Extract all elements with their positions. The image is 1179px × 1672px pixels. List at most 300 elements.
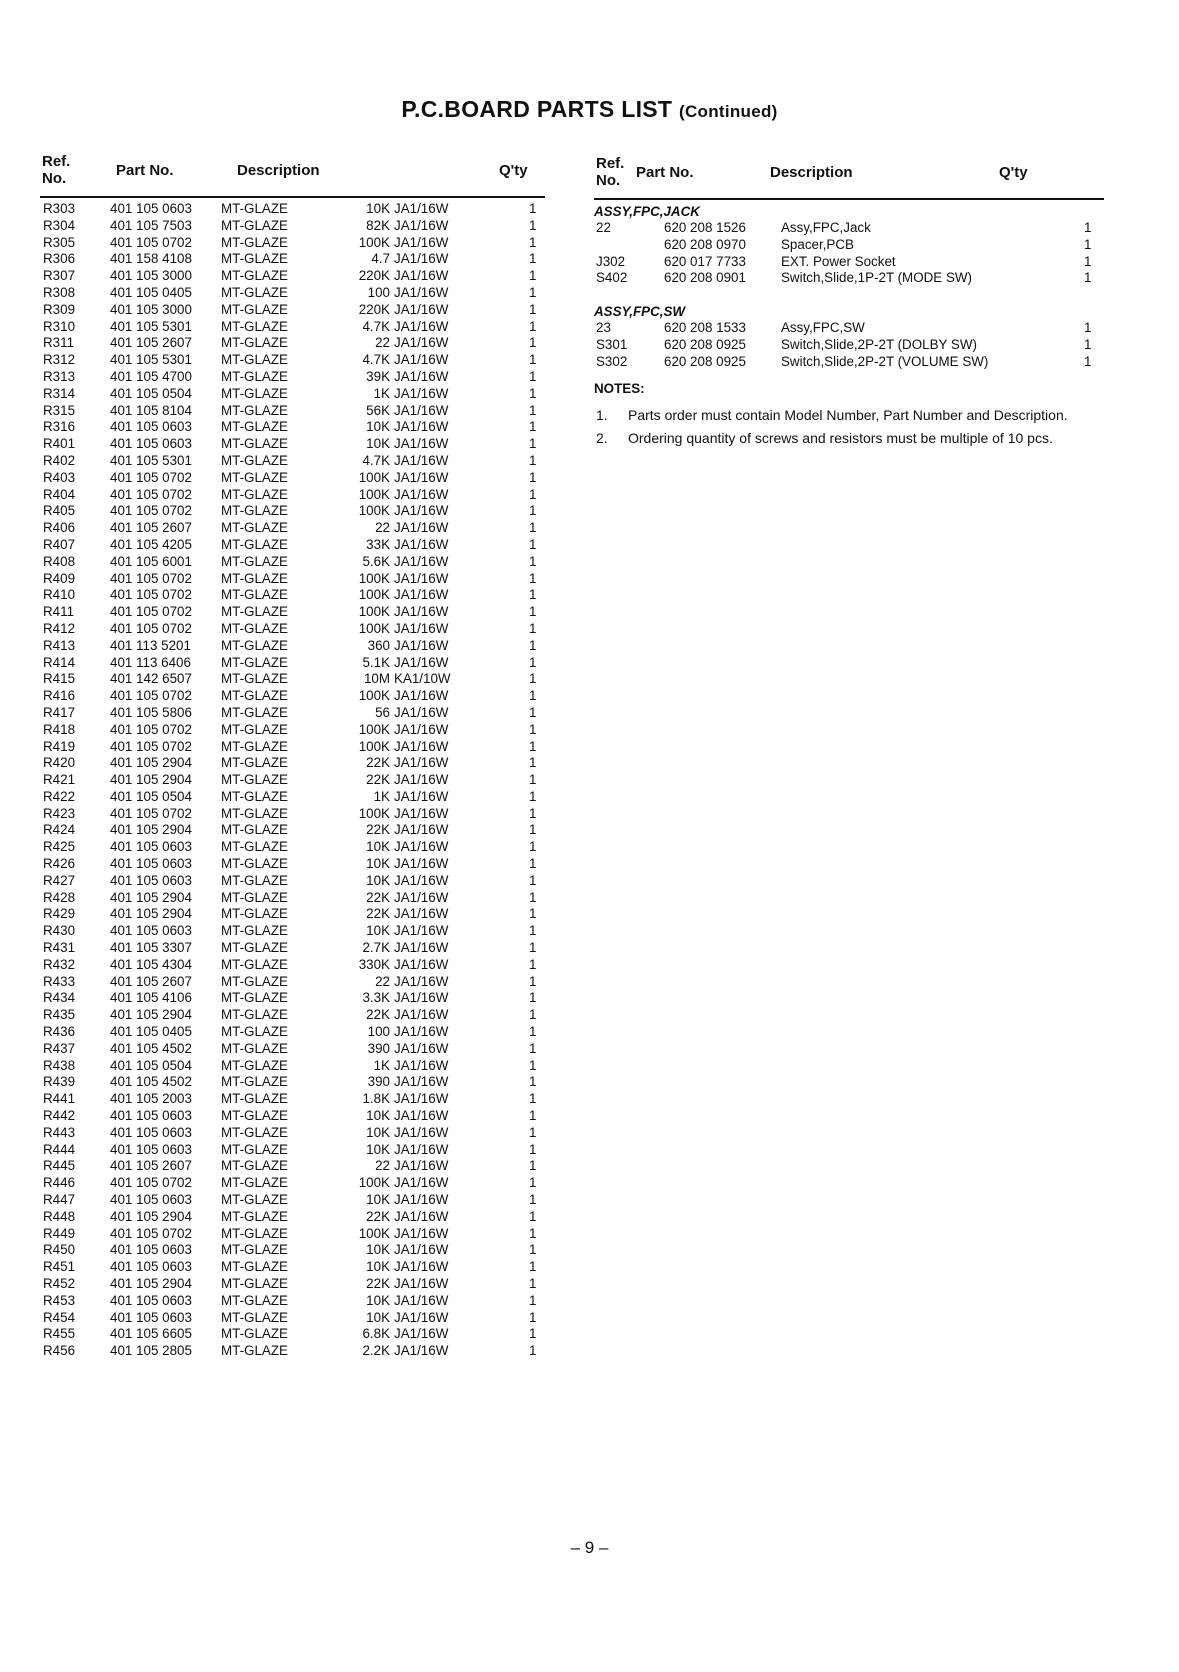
cell-description: MT-GLAZE [221, 1225, 288, 1241]
cell-description: MT-GLAZE [221, 1276, 288, 1291]
cell-qty: 1 [529, 402, 537, 418]
cell-ref: R446 [43, 1175, 76, 1191]
cell-ref: R402 [43, 452, 76, 468]
cell-description: MT-GLAZE [221, 788, 288, 804]
cell-description: MT-GLAZE [221, 1007, 288, 1023]
cell-rating: KA1/10W [394, 671, 451, 687]
cell-description: MT-GLAZE [221, 1326, 288, 1342]
table-row [40, 554, 545, 571]
cell-qty: 1 [529, 318, 537, 334]
table-row [594, 237, 1104, 254]
cell-part-no: 620 208 0901 [664, 270, 746, 286]
table-row [594, 354, 1104, 371]
cell-rating: JA1/16W [394, 755, 449, 771]
cell-part-no: 401 105 0702 [110, 503, 192, 519]
title-continued: (Continued) [678, 102, 778, 121]
cell-qty: 1 [1084, 336, 1092, 352]
cell-rating: JA1/16W [394, 1040, 449, 1056]
table-row [40, 470, 545, 487]
cell-ref: R423 [43, 805, 76, 821]
cell-rating: JA1/16W [394, 923, 449, 939]
cell-qty: 1 [529, 1276, 537, 1291]
cell-value: 10M [363, 671, 390, 687]
cell-rating: JA1/16W [394, 536, 449, 552]
cell-rating: JA1/16W [394, 1276, 449, 1291]
table-row [40, 990, 545, 1007]
table-row [40, 1242, 545, 1259]
cell-part-no: 401 105 4502 [110, 1074, 192, 1090]
cell-part-no: 620 208 1526 [664, 220, 746, 235]
cell-qty: 1 [529, 620, 537, 636]
cell-value: 33K [366, 536, 390, 552]
cell-rating: JA1/16W [394, 1192, 449, 1208]
cell-description: MT-GLAZE [221, 268, 288, 284]
cell-description: MT-GLAZE [221, 772, 288, 788]
cell-ref: R455 [43, 1326, 76, 1342]
cell-rating: JA1/16W [394, 1326, 449, 1342]
table-row [594, 337, 1104, 354]
cell-part-no: 401 105 7503 [110, 217, 192, 233]
cell-description: MT-GLAZE [221, 469, 288, 485]
cell-description: Switch,Slide,1P-2T (MODE SW) [781, 270, 972, 286]
cell-value: 4.7K [362, 452, 390, 468]
cell-value: 10K [366, 1108, 390, 1124]
table-row [40, 1158, 545, 1175]
cell-ref: R415 [43, 671, 76, 687]
cell-qty: 1 [529, 1091, 537, 1107]
cell-rating: JA1/16W [394, 469, 449, 485]
cell-description: MT-GLAZE [221, 201, 288, 216]
cell-value: 1K [373, 788, 390, 804]
cell-rating: JA1/16W [394, 1108, 449, 1124]
cell-part-no: 401 105 0702 [110, 1225, 192, 1241]
table-row [40, 1192, 545, 1209]
cell-description: MT-GLAZE [221, 805, 288, 821]
cell-description: MT-GLAZE [221, 553, 288, 569]
cell-ref: R303 [43, 201, 76, 216]
cell-part-no: 401 105 5806 [110, 704, 192, 720]
cell-ref: S302 [596, 353, 628, 369]
cell-value: 100K [358, 503, 390, 519]
cell-ref: R403 [43, 469, 76, 485]
cell-part-no: 401 105 0603 [110, 872, 192, 888]
cell-part-no: 401 105 4205 [110, 536, 192, 552]
cell-value: 22 [375, 520, 390, 536]
cell-qty: 1 [529, 839, 537, 855]
group-title: ASSY,FPC,JACK [594, 204, 700, 219]
table-row [40, 335, 545, 352]
cell-value: 390 [367, 1074, 390, 1090]
cell-part-no: 401 105 0702 [110, 234, 192, 250]
cell-ref: R308 [43, 284, 76, 300]
cell-part-no: 401 105 0702 [110, 620, 192, 636]
cell-rating: JA1/16W [394, 940, 449, 956]
cell-part-no: 401 105 0603 [110, 1141, 192, 1157]
header-part-no: Part No. [636, 164, 694, 181]
cell-description: EXT. Power Socket [781, 253, 896, 269]
cell-qty: 1 [529, 251, 537, 267]
cell-description: MT-GLAZE [221, 1074, 288, 1090]
cell-value: 22K [366, 889, 390, 905]
cell-rating: JA1/16W [394, 1124, 449, 1140]
cell-ref: R447 [43, 1192, 76, 1208]
table-row [40, 1058, 545, 1075]
table-row [40, 772, 545, 789]
cell-value: 6.8K [362, 1326, 390, 1342]
cell-ref: J302 [596, 253, 626, 269]
cell-rating: JA1/16W [394, 284, 449, 300]
header-part-no: Part No. [116, 162, 174, 179]
cell-value: 22K [366, 1276, 390, 1291]
table-row [40, 520, 545, 537]
table-row [40, 419, 545, 436]
table-row [40, 940, 545, 957]
table-row [40, 974, 545, 991]
table-row [40, 1142, 545, 1159]
cell-rating: JA1/16W [394, 688, 449, 704]
cell-description: MT-GLAZE [221, 755, 288, 771]
cell-part-no: 620 208 1533 [664, 320, 746, 336]
cell-part-no: 401 105 6001 [110, 553, 192, 569]
cell-qty: 1 [529, 570, 537, 586]
cell-ref: R426 [43, 856, 76, 872]
cell-part-no: 401 105 4502 [110, 1040, 192, 1056]
cell-description: MT-GLAZE [221, 570, 288, 586]
cell-qty: 1 [1084, 236, 1092, 252]
cell-qty: 1 [529, 755, 537, 771]
cell-rating: JA1/16W [394, 889, 449, 905]
cell-value: 22 [375, 1158, 390, 1174]
cell-description: MT-GLAZE [221, 486, 288, 502]
cell-value: 22K [366, 1007, 390, 1023]
cell-rating: JA1/16W [394, 1141, 449, 1157]
cell-ref: S301 [596, 336, 628, 352]
cell-part-no: 401 105 3000 [110, 301, 192, 317]
cell-qty: 1 [529, 637, 537, 653]
cell-value: 22K [366, 822, 390, 838]
cell-rating: JA1/16W [394, 738, 449, 754]
cell-rating: JA1/16W [394, 234, 449, 250]
cell-qty: 1 [529, 1057, 537, 1073]
table-row [40, 923, 545, 940]
cell-rating: JA1/16W [394, 520, 449, 536]
cell-ref: R444 [43, 1141, 76, 1157]
cell-value: 10K [366, 872, 390, 888]
table-row [40, 352, 545, 369]
cell-value: 2.7K [362, 940, 390, 956]
table-row [40, 739, 545, 756]
cell-value: 3.3K [362, 990, 390, 1006]
cell-value: 220K [358, 301, 390, 317]
cell-value: 330K [358, 956, 390, 972]
cell-description: MT-GLAZE [221, 587, 288, 603]
cell-description: MT-GLAZE [221, 620, 288, 636]
cell-qty: 1 [529, 1108, 537, 1124]
cell-rating: JA1/16W [394, 1091, 449, 1107]
cell-qty: 1 [529, 1292, 537, 1308]
cell-rating: JA1/16W [394, 368, 449, 384]
cell-description: MT-GLAZE [221, 688, 288, 704]
cell-description: MT-GLAZE [221, 1343, 288, 1359]
table-row [40, 671, 545, 688]
cell-qty: 1 [529, 335, 537, 351]
cell-qty: 1 [529, 654, 537, 670]
cell-rating: JA1/16W [394, 704, 449, 720]
cell-rating: JA1/16W [394, 251, 449, 267]
note-number: 2. [596, 429, 608, 446]
table-row [40, 1007, 545, 1024]
cell-part-no: 401 105 5301 [110, 318, 192, 334]
header-rule [594, 198, 1104, 200]
cell-description: MT-GLAZE [221, 284, 288, 300]
cell-rating: JA1/16W [394, 956, 449, 972]
cell-qty: 1 [529, 352, 537, 368]
cell-value: 22K [366, 772, 390, 788]
cell-value: 22 [375, 335, 390, 351]
cell-value: 100K [358, 721, 390, 737]
cell-value: 4.7K [362, 352, 390, 368]
cell-part-no: 401 105 2805 [110, 1343, 192, 1359]
note-item [594, 407, 1088, 424]
cell-description: MT-GLAZE [221, 1124, 288, 1140]
cell-part-no: 401 105 0504 [110, 1057, 192, 1073]
cell-description: MT-GLAZE [221, 671, 288, 687]
cell-ref: R430 [43, 923, 76, 939]
cell-qty: 1 [529, 906, 537, 922]
cell-value: 10K [366, 1141, 390, 1157]
cell-qty: 1 [1084, 353, 1092, 369]
cell-value: 39K [366, 368, 390, 384]
cell-description: MT-GLAZE [221, 721, 288, 737]
cell-qty: 1 [529, 822, 537, 838]
cell-rating: JA1/16W [394, 1057, 449, 1073]
cell-description: MT-GLAZE [221, 520, 288, 536]
cell-description: MT-GLAZE [221, 822, 288, 838]
cell-qty: 1 [529, 1192, 537, 1208]
cell-rating: JA1/16W [394, 637, 449, 653]
cell-part-no: 401 105 0702 [110, 1175, 192, 1191]
table-row [40, 1293, 545, 1310]
cell-ref: R436 [43, 1024, 76, 1040]
table-row [40, 822, 545, 839]
cell-description: MT-GLAZE [221, 604, 288, 620]
page-title [0, 96, 1179, 123]
cell-value: 10K [366, 1192, 390, 1208]
cell-description: MT-GLAZE [221, 1192, 288, 1208]
cell-description: MT-GLAZE [221, 906, 288, 922]
cell-part-no: 401 105 0603 [110, 923, 192, 939]
cell-rating: JA1/16W [394, 1208, 449, 1224]
cell-part-no: 401 105 4700 [110, 368, 192, 384]
table-row [40, 1108, 545, 1125]
cell-description: MT-GLAZE [221, 923, 288, 939]
cell-qty: 1 [529, 1309, 537, 1325]
table-row [40, 285, 545, 302]
cell-rating: JA1/16W [394, 1292, 449, 1308]
table-row [40, 571, 545, 588]
cell-ref: R453 [43, 1292, 76, 1308]
cell-ref: R401 [43, 436, 76, 452]
cell-description: MT-GLAZE [221, 217, 288, 233]
cell-ref: R306 [43, 251, 76, 267]
table-row [40, 319, 545, 336]
cell-qty: 1 [529, 1007, 537, 1023]
cell-part-no: 401 105 2904 [110, 906, 192, 922]
cell-description: MT-GLAZE [221, 335, 288, 351]
cell-ref: R429 [43, 906, 76, 922]
table-header [594, 152, 1104, 198]
table-row [40, 604, 545, 621]
cell-value: 10K [366, 1259, 390, 1275]
cell-ref: R413 [43, 637, 76, 653]
table-row [40, 1259, 545, 1276]
table-row [40, 1310, 545, 1327]
cell-qty: 1 [529, 1242, 537, 1258]
cell-qty: 1 [529, 956, 537, 972]
cell-part-no: 401 105 0702 [110, 486, 192, 502]
cell-part-no: 401 105 6605 [110, 1326, 192, 1342]
cell-ref: R433 [43, 973, 76, 989]
cell-part-no: 401 105 0702 [110, 604, 192, 620]
right-parts-table [594, 152, 1104, 447]
cell-part-no: 620 208 0970 [664, 236, 746, 252]
cell-qty: 1 [529, 1225, 537, 1241]
cell-ref: R407 [43, 536, 76, 552]
cell-part-no: 401 105 0603 [110, 1292, 192, 1308]
cell-ref: R434 [43, 990, 76, 1006]
cell-ref: R417 [43, 704, 76, 720]
cell-qty: 1 [529, 872, 537, 888]
cell-part-no: 401 105 5301 [110, 452, 192, 468]
cell-value: 1.8K [362, 1091, 390, 1107]
cell-qty: 1 [529, 1208, 537, 1224]
table-row [594, 254, 1104, 271]
cell-rating: JA1/16W [394, 452, 449, 468]
cell-part-no: 401 105 2607 [110, 1158, 192, 1174]
cell-value: 10K [366, 419, 390, 435]
table-row [40, 789, 545, 806]
cell-part-no: 401 105 0603 [110, 856, 192, 872]
cell-description: Assy,FPC,SW [781, 320, 865, 336]
cell-qty: 1 [529, 284, 537, 300]
cell-description: Switch,Slide,2P-2T (VOLUME SW) [781, 353, 989, 369]
cell-rating: JA1/16W [394, 436, 449, 452]
cell-rating: JA1/16W [394, 604, 449, 620]
cell-ref: R416 [43, 688, 76, 704]
cell-description: MT-GLAZE [221, 1141, 288, 1157]
cell-description: MT-GLAZE [221, 990, 288, 1006]
cell-rating: JA1/16W [394, 822, 449, 838]
cell-description: MT-GLAZE [221, 1108, 288, 1124]
cell-description: MT-GLAZE [221, 1158, 288, 1174]
cell-qty: 1 [529, 553, 537, 569]
cell-rating: JA1/16W [394, 486, 449, 502]
cell-part-no: 401 105 2904 [110, 1276, 192, 1291]
cell-rating: JA1/16W [394, 856, 449, 872]
cell-description: MT-GLAZE [221, 251, 288, 267]
cell-ref: R315 [43, 402, 76, 418]
cell-ref: 22 [596, 220, 611, 235]
cell-value: 22K [366, 1208, 390, 1224]
cell-qty: 1 [1084, 320, 1092, 336]
table-header [40, 150, 545, 196]
cell-ref: R449 [43, 1225, 76, 1241]
cell-qty: 1 [529, 990, 537, 1006]
cell-description: MT-GLAZE [221, 738, 288, 754]
cell-value: 100K [358, 1175, 390, 1191]
cell-part-no: 620 208 0925 [664, 353, 746, 369]
table-row [40, 1343, 545, 1360]
cell-value: 10K [366, 923, 390, 939]
cell-description: MT-GLAZE [221, 318, 288, 334]
cell-rating: JA1/16W [394, 201, 449, 216]
cell-part-no: 401 105 2607 [110, 973, 192, 989]
cell-ref: R411 [43, 604, 75, 620]
table-row [40, 957, 545, 974]
cell-ref: 23 [596, 320, 611, 336]
table-row [40, 537, 545, 554]
cell-value: 4.7 [371, 251, 390, 267]
cell-description: MT-GLAZE [221, 385, 288, 401]
table-row [40, 1125, 545, 1142]
cell-rating: JA1/16W [394, 990, 449, 1006]
cell-qty: 1 [529, 301, 537, 317]
cell-part-no: 401 105 0603 [110, 1192, 192, 1208]
cell-ref: R456 [43, 1343, 76, 1359]
cell-ref: R451 [43, 1259, 76, 1275]
cell-qty: 1 [529, 856, 537, 872]
table-row [40, 856, 545, 873]
cell-description: MT-GLAZE [221, 436, 288, 452]
cell-qty: 1 [529, 436, 537, 452]
cell-qty: 1 [529, 368, 537, 384]
cell-qty: 1 [529, 973, 537, 989]
cell-value: 10K [366, 839, 390, 855]
cell-description: MT-GLAZE [221, 301, 288, 317]
cell-value: 10K [366, 201, 390, 216]
cell-part-no: 401 105 0504 [110, 788, 192, 804]
cell-description: MT-GLAZE [221, 536, 288, 552]
cell-value: 10K [366, 856, 390, 872]
cell-part-no: 401 158 4108 [110, 251, 192, 267]
cell-description: MT-GLAZE [221, 352, 288, 368]
cell-qty: 1 [529, 805, 537, 821]
cell-ref: R438 [43, 1057, 76, 1073]
table-row [40, 403, 545, 420]
cell-qty: 1 [529, 234, 537, 250]
cell-description: MT-GLAZE [221, 1024, 288, 1040]
cell-value: 100 [367, 284, 390, 300]
cell-part-no: 401 105 0603 [110, 419, 192, 435]
cell-qty: 1 [529, 1175, 537, 1191]
cell-part-no: 401 113 6406 [110, 654, 191, 670]
cell-part-no: 401 113 5201 [110, 637, 191, 653]
cell-description: MT-GLAZE [221, 940, 288, 956]
cell-qty: 1 [529, 1074, 537, 1090]
cell-value: 56K [366, 402, 390, 418]
cell-ref: R432 [43, 956, 76, 972]
cell-rating: JA1/16W [394, 553, 449, 569]
cell-rating: JA1/16W [394, 1242, 449, 1258]
cell-value: 4.7K [362, 318, 390, 334]
cell-rating: JA1/16W [394, 1309, 449, 1325]
table-row [40, 487, 545, 504]
cell-qty: 1 [529, 1343, 537, 1359]
cell-ref: R311 [43, 335, 75, 351]
cell-part-no: 401 105 4304 [110, 956, 192, 972]
cell-description: Spacer,PCB [781, 236, 854, 252]
table-row [40, 621, 545, 638]
